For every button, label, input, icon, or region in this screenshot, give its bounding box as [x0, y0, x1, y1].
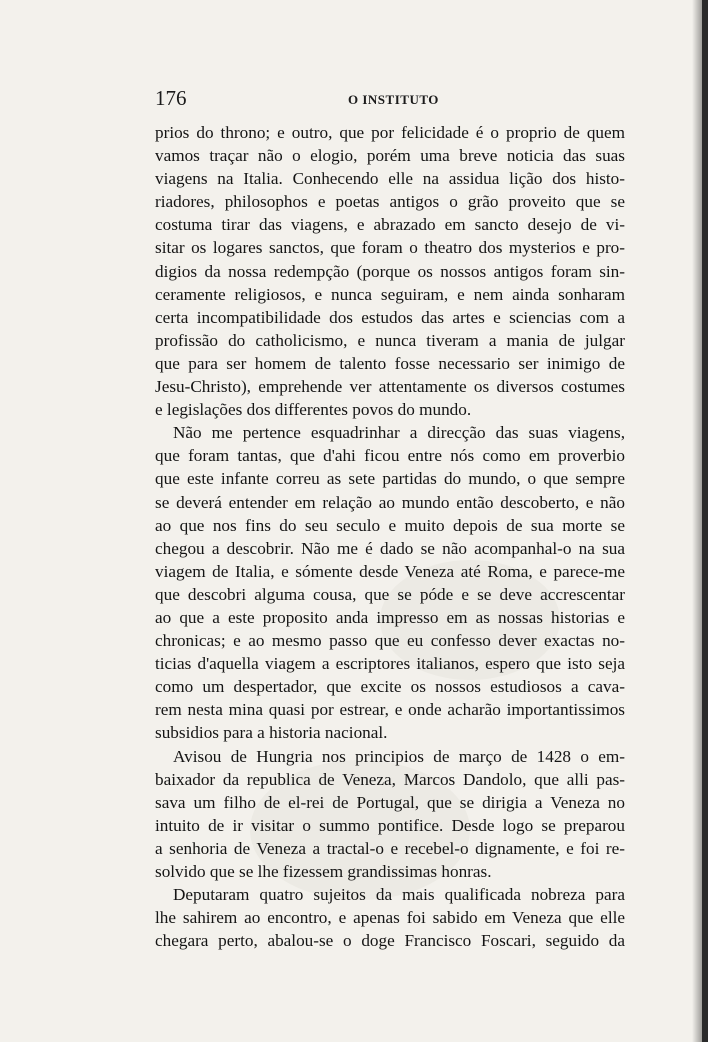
text-line: se deverá entender em relação ao mundo então descoberto, e não: [155, 492, 625, 512]
text-line: Deputaram quatro sujeitos da mais qualificada nobreza para: [173, 885, 625, 905]
text-line: subsidios para a historia nacional.: [155, 723, 388, 743]
text-line: Jesu-Christo), emprehende ver attentamente os diversos costumes: [155, 377, 625, 397]
page-number: 176: [155, 86, 187, 110]
text-line: riadores, philosophos e poetas antigos o grão proveito que se: [155, 192, 625, 212]
text-line: prios do throno; e outro, que por felicidade é o proprio de quem: [155, 123, 625, 142]
text-line: chegara perto, abalou-se o doge Francisco Foscari, seguido da: [155, 931, 625, 951]
text-line: a senhoria de Veneza a tractal-o e recebel-o dignamente, e foi re-: [155, 838, 625, 858]
text-line: ceramente religiosos, e nunca seguiram, e nem ainda sonharam: [155, 284, 625, 304]
text-line: e legislações dos differentes povos do mundo.: [155, 400, 472, 420]
text-line: ao que a este proposito anda impresso em as nossas historias e: [155, 607, 625, 627]
text-line: costuma tirar das viagens, e abrazado em sancto desejo de vi-: [155, 215, 625, 235]
text-line: vamos traçar não o elogio, porém uma breve noticia das suas: [155, 146, 625, 166]
text-line: Avisou de Hungria nos principios de março de 1428 o em-: [173, 746, 625, 766]
text-line: baixador da republica de Veneza, Marcos Dandolo, que alli pas-: [155, 769, 625, 789]
text-line: intuito de ir visitar o summo pontifice. Desde logo se preparou: [155, 815, 625, 835]
text-line: solvido que se lhe fizessem grandissimas honras.: [155, 862, 492, 881]
text-line: ticias d'aquella viagem a escriptores italianos, espero que isto seja: [155, 654, 625, 674]
text-line: chronicas; e ao mesmo passo que eu confesso dever exactas no-: [155, 631, 625, 651]
text-line: sitar os logares sanctos, que foram o theatro dos mysterios e pro-: [155, 238, 625, 258]
text-line: que foram tantas, que d'ahi ficou entre nós como em proverbio: [155, 446, 625, 466]
text-line: rem nesta mina quasi por estrear, e onde acharão importantissimos: [155, 700, 625, 720]
running-head: O INSTITUTO: [348, 92, 439, 107]
text-line: profissão do catholicismo, e nunca tiveram a mania de julgar: [155, 330, 625, 350]
text-line: como um despertador, que excite os nossos estudiosos a cava-: [155, 677, 625, 697]
text-line: certa incompatibilidade dos estudos das artes e sciencias com a: [155, 307, 625, 327]
page-edge-shadow: [692, 0, 702, 1042]
text-line: digios da nossa redempção (porque os nossos antigos foram sin-: [155, 261, 625, 281]
text-line: ao que nos fins do seu seculo e muito depois de sua morte se: [155, 515, 625, 535]
text-line: chegou a descobrir. Não me é dado se não acompanhal-o na sua: [155, 538, 625, 558]
text-line: que para ser homem de talento fosse necessario ser inimigo de: [155, 353, 625, 373]
text-line: que descobri alguma cousa, que se póde e se deve accrescentar: [155, 584, 625, 604]
text-line: viagens na Italia. Conhecendo elle na assidua lição dos histo-: [155, 169, 625, 189]
text-line: Não me pertence esquadrinhar a direcção das suas viagens,: [173, 423, 625, 443]
text-line: sava um filho de el-rei de Portugal, que se dirigia a Veneza no: [155, 792, 625, 812]
text-line: lhe sahirem ao encontro, e apenas foi sabido em Veneza que elle: [155, 908, 625, 928]
page-header: [155, 86, 617, 112]
text-line: que este infante correu as sete partidas do mundo, o que sempre: [155, 469, 625, 489]
body-text: [155, 121, 625, 952]
text-line: viagem de Italia, e sómente desde Veneza até Roma, e parece-me: [155, 561, 625, 581]
